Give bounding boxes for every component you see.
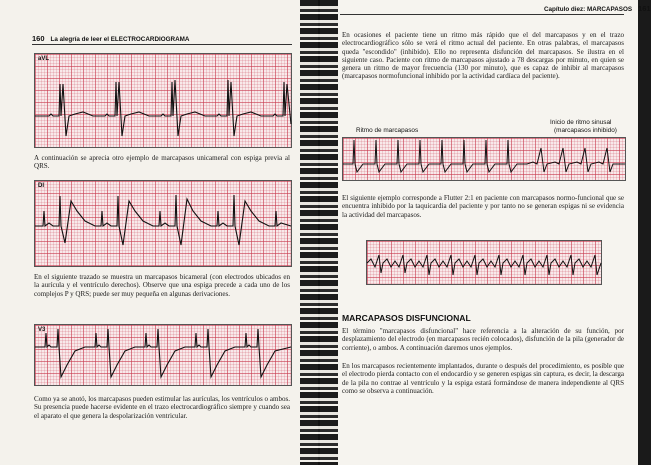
left-page-number: 160	[32, 34, 45, 43]
ecg-trace-v3	[35, 325, 291, 385]
right-para-3: El término "marcapasos disfuncional" hace referencia a la alteración de su función, por desplazamiento del electrodo (en marcapasos recién colocados), disfunción de la pila (generador de corriente), o ambos. A continuación daremos unos ejemplos.	[342, 327, 624, 352]
right-para-2: El siguiente ejemplo corresponde a Flutter 2:1 en paciente con marcapasos normo-funcional que se encuentra inhibido por la taquicardia del paciente y por tanto no se generan espigas ni se evidencia la actividad del marcapasos.	[342, 194, 624, 219]
strip-lead-label: aVL	[38, 56, 50, 62]
left-running-head	[32, 34, 189, 43]
left-para-1: A continuación se aprecia otro ejemplo de marcapasos unicameral con espiga previa al QRS.	[34, 154, 290, 171]
label-pacemaker-rhythm: Ritmo de marcapasos	[356, 127, 419, 134]
right-page-number: 161	[638, 4, 651, 13]
right-para-1: En ocasiones el paciente tiene un ritmo más rápido que el del marcapasos y en el trazo electrocardiográfico sólo se verá el ritmo actual del paciente. En otras palabras, el marcapasos queda "escondido" (inhibido). Ello no representa disfunción del marcapasos. Se ilustra en el siguiente caso. Paciente con ritmo de marcapasos ajustado a 78 descargas por minuto, en quien se genera un ritmo de mayor frecuencia (130 por minuto), que es capaz de inhibir al marcapasos (marcapasos normofuncional inhibido por la actividad cardíaca del paciente).	[342, 31, 624, 81]
ecg-trace-avl	[35, 54, 291, 147]
right-header-rule	[340, 14, 624, 15]
section-title: MARCAPASOS DISFUNCIONAL	[342, 313, 471, 323]
strip-lead-label: V3	[38, 327, 46, 333]
right-para-4: En los marcapasos recientemente implantados, durante o después del procedimiento, es posible que el electrodo pierda contacto con el endocardio y se generen espigas sin captura, es decir, la descarga de la pila no contrae al ventrículo y la espiga estará formándose de manera independiente al QRS como se observa a continuación.	[342, 362, 624, 395]
label-sinus-onset-2: (marcapasos inhibido)	[554, 127, 617, 134]
left-para-3: Como ya se anotó, los marcapasos pueden estimular las aurículas, los ventrículos o ambos. Su presencia puede hacerse evidente en el trazo electrocardiográfico siempre y cuando sea el aparato el que genera la despolarización ventricular.	[34, 395, 290, 420]
ecg-trace-flutter	[367, 241, 601, 284]
strip-lead-label: DI	[38, 183, 44, 189]
left-running-title: La alegría de leer el ELECTROCARDIOGRAMA	[50, 36, 190, 43]
left-page	[0, 0, 318, 465]
right-running-head	[544, 4, 651, 13]
ecg-trace-inhibited	[343, 138, 625, 180]
ecg-trace-di	[35, 181, 291, 266]
right-page	[320, 0, 651, 465]
ecg-strip-flutter	[366, 240, 602, 285]
left-header-rule	[32, 44, 292, 45]
ecg-strip-inhibited	[342, 137, 626, 181]
ecg-strip-di	[34, 180, 292, 267]
left-para-2: En el siguiente trazado se muestra un marcapasos bicameral (con electrodos ubicados en la aurícula y el ventrículo derechos). Observe que una espiga precede a cada uno de los complejos P y QRS; puede ser muy pequeña en algunas derivaciones.	[34, 273, 290, 298]
right-running-title: Capítulo diez: MARCAPASOS	[544, 6, 633, 13]
ecg-strip-avl	[34, 53, 292, 148]
label-sinus-onset-1: Inicio de ritmo sinusal	[550, 119, 612, 126]
ecg-strip-v3	[34, 324, 292, 386]
spiral-binding	[300, 0, 338, 465]
